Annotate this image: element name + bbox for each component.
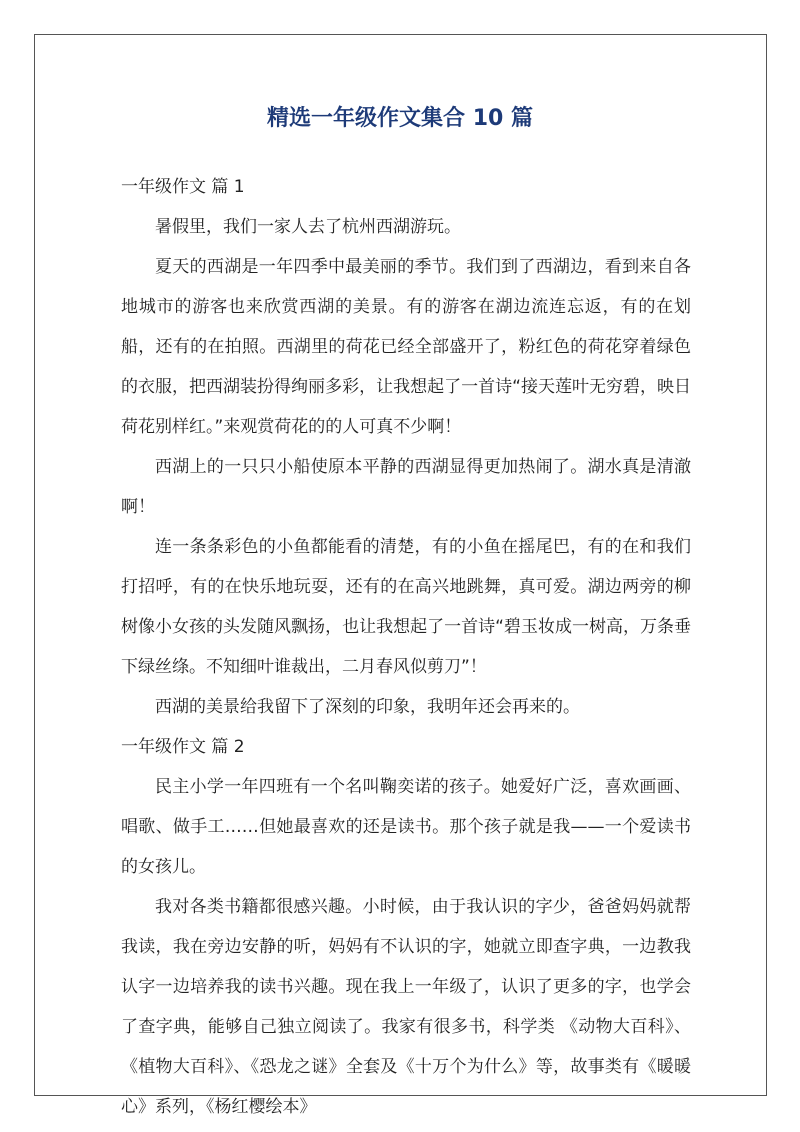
section-heading: 一年级作文 篇 1 [121,177,245,197]
paragraph: 我对各类书籍都很感兴趣。小时候，由于我认识的字少，爸爸妈妈就帮我读，我在旁边安静的听，妈妈有不认识的字，她就立即查字典，一边教我认字一边培养我的读书兴趣。现在我上一年级了，认识了更多的字，也学会了查字典，能够自己独立阅读了。我家有很多书，科学类 《动物大百科》、《植物大百科》、《恐龙之谜》全套及《十万个为什么》等，故事类有《暖暖心》系列，《杨红樱绘本》 [121,897,691,1117]
document-body [121,167,691,1127]
document-title: 精选一年级作文集合 10 篇 [267,106,533,131]
section-heading: 一年级作文 篇 2 [121,737,245,757]
paragraph: 连一条条彩色的小鱼都能看的清楚，有的小鱼在摇尾巴，有的在和我们打招呼，有的在快乐地玩耍，还有的在高兴地跳舞，真可爱。湖边两旁的柳树像小女孩的头发随风飘扬，也让我想起了一首诗“碧玉妆成一树高，万条垂下绿丝绦。不知细叶谁裁出，二月春风似剪刀”！ [121,537,691,677]
paragraph: 夏天的西湖是一年四季中最美丽的季节。我们到了西湖边，看到来自各地城市的游客也来欣赏西湖的美景。有的游客在湖边流连忘返，有的在划船，还有的在拍照。西湖里的荷花已经全部盛开了，粉红色的荷花穿着绿色的衣服，把西湖装扮得绚丽多彩，让我想起了一首诗“接天莲叶无穷碧，映日荷花别样红。”来观赏荷花的的人可真不少啊！ [121,257,691,437]
paragraph: 西湖的美景给我留下了深刻的印象，我明年还会再来的。 [155,697,580,717]
paragraph: 西湖上的一只只小船使原本平静的西湖显得更加热闹了。湖水真是清澈啊！ [121,457,691,517]
paragraph: 暑假里，我们一家人去了杭州西湖游玩。 [155,217,461,237]
paragraph: 民主小学一年四班有一个名叫鞠奕诺的孩子。她爱好广泛，喜欢画画、唱歌、做手工……但她最喜欢的还是读书。那个孩子就是我——一个爱读书的女孩儿。 [121,777,691,877]
